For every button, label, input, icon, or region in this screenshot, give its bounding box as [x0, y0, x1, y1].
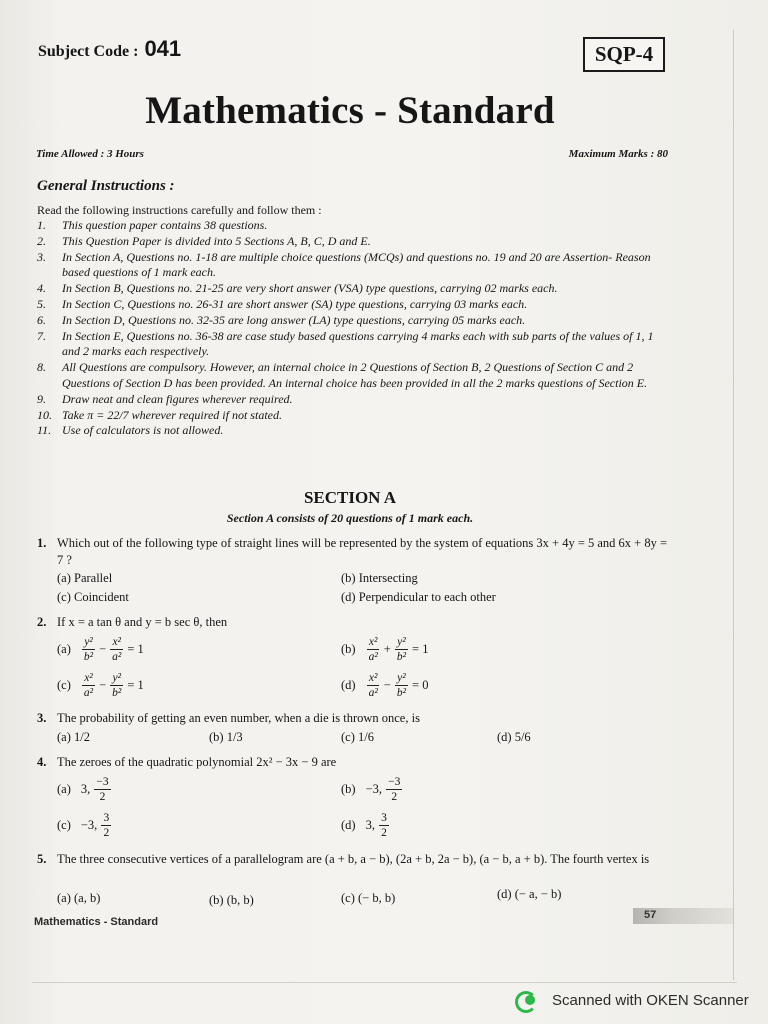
operator: − [383, 678, 391, 692]
equals: = 1 [127, 642, 144, 656]
instruction-item [37, 297, 669, 313]
denominator: 2 [391, 791, 398, 803]
option-c: (c) (− b, b) [341, 891, 396, 905]
fraction [110, 672, 123, 699]
numerator: x² [368, 672, 378, 684]
option-value: 3, [365, 818, 375, 832]
question-number: 2. [37, 615, 47, 629]
question-number: 1. [37, 536, 47, 550]
numerator: x² [368, 636, 378, 648]
numerator: y² [397, 636, 406, 648]
instruction-text: Draw neat and clean figures wherever required. [62, 391, 293, 406]
question-number: 3. [37, 711, 47, 725]
option-label: (b) [341, 782, 356, 796]
page-title: Mathematics - Standard [145, 89, 555, 132]
question-3 [37, 710, 669, 727]
instruction-text: This Question Paper is divided into 5 Sections A, B, C, D and E. [62, 233, 371, 248]
option-value: −3, [80, 818, 98, 832]
numerator: x² [112, 636, 122, 648]
instruction-number: 3. [37, 249, 46, 264]
question-text: Which out of the following type of straight lines will be represented by the system of equations 3x + 4y = 5 and 6x + 8y = 7 ? [57, 536, 668, 567]
numerator: −3 [388, 776, 401, 788]
instruction-item [37, 281, 669, 297]
operator: + [383, 642, 391, 656]
instructions-intro: Read the following instructions carefully and follow them : [37, 203, 322, 217]
paper-badge: SQP-4 [583, 37, 665, 72]
subject-code-value: 041 [144, 36, 182, 61]
instruction-text: Use of calculators is not allowed. [62, 423, 224, 438]
option-b: (b) (b, b) [209, 893, 254, 907]
fraction [101, 812, 111, 839]
equals: = 1 [412, 642, 429, 656]
denominator: b² [112, 687, 122, 699]
section-subtitle: Section A consists of 20 questions of 1 mark each. [226, 511, 474, 525]
instruction-item [37, 408, 669, 424]
option-value: −3, [365, 782, 383, 796]
option-c [57, 672, 147, 699]
fraction [379, 812, 389, 839]
question-text: The zeroes of the quadratic polynomial 2x² − 3x − 9 are [57, 755, 337, 769]
question-text: The three consecutive vertices of a parallelogram are (a + b, a − b), (2a + b, 2a − b), (a − b, a + b). The fourth vertex is [57, 852, 650, 866]
instruction-number: 6. [37, 312, 46, 327]
instruction-item [37, 250, 669, 282]
fraction [110, 636, 123, 663]
instruction-number: 8. [37, 360, 46, 375]
operator: − [99, 642, 107, 656]
option-c: (c) Coincident [57, 590, 129, 604]
question-text: The probability of getting an even number, when a die is thrown once, is [57, 711, 420, 725]
option-a: (a) 1/2 [57, 730, 90, 744]
option-label: (d) [341, 678, 356, 692]
equals: = 1 [127, 678, 144, 692]
instruction-number: 4. [37, 281, 46, 296]
fraction [395, 672, 408, 699]
instruction-text: In Section E, Questions no. 36-38 are case study based questions carrying 4 marks each with sub parts of the values of 1, 1 and 2 marks each respectively. [62, 328, 654, 359]
option-b [341, 636, 431, 663]
numerator: 3 [381, 812, 387, 824]
scanner-watermark [515, 990, 749, 1010]
denominator: b² [396, 651, 407, 663]
option-a [57, 776, 112, 803]
instruction-text: In Section B, Questions no. 21-25 are very short answer (VSA) type questions, carrying 02 marks each. [62, 281, 558, 296]
option-label: (a) [57, 782, 71, 796]
option-d [341, 812, 390, 839]
instruction-item [37, 392, 669, 408]
option-label: (c) [57, 818, 71, 832]
denominator: a² [368, 651, 378, 663]
denominator: a² [368, 687, 378, 699]
equals: = 0 [412, 678, 429, 692]
scanner-text: Scanned with OKEN Scanner [552, 991, 749, 1009]
denominator: b² [83, 651, 94, 663]
time-allowed: Time Allowed : 3 Hours [36, 148, 144, 160]
numerator: 3 [103, 812, 110, 824]
maximum-marks: Maximum Marks : 80 [568, 148, 668, 160]
option-a [57, 636, 147, 663]
option-d [341, 672, 431, 699]
numerator: −3 [96, 776, 109, 788]
option-a: (a) (a, b) [57, 891, 101, 905]
option-label: (a) [57, 642, 71, 656]
option-a: (a) Parallel [57, 571, 113, 585]
option-b [341, 776, 403, 803]
instruction-text: In Section A, Questions no. 1-18 are multiple choice questions (MCQs) and questions no. 19 and 20 are Assertion- Reason based questions of 1 mark each. [62, 249, 651, 280]
option-label: (d) [341, 818, 356, 832]
denominator: a² [112, 651, 122, 663]
instruction-text: Take π = 22/7 wherever required if not stated. [62, 407, 282, 422]
option-d: (d) 5/6 [497, 730, 531, 744]
question-4 [37, 754, 669, 771]
instruction-number: 11. [37, 423, 52, 438]
question-text: If x = a tan θ and y = b sec θ, then [57, 615, 228, 629]
question-number: 5. [37, 852, 47, 866]
numerator: x² [84, 672, 93, 684]
question-5 [37, 851, 669, 868]
subject-label: Subject Code : [38, 43, 139, 60]
option-label: (c) [57, 678, 71, 692]
fraction [367, 672, 380, 699]
option-c: (c) 1/6 [341, 730, 374, 744]
instruction-item [37, 329, 669, 361]
section-title: SECTION A [303, 488, 397, 507]
option-d: (d) Perpendicular to each other [341, 590, 496, 604]
instruction-number: 5. [37, 296, 46, 311]
instructions-list [37, 218, 669, 439]
fraction [82, 636, 95, 663]
option-label: (b) [341, 642, 356, 656]
instruction-text: This question paper contains 38 questions. [62, 218, 268, 232]
fraction [82, 672, 95, 699]
option-b: (b) 1/3 [209, 730, 243, 744]
instruction-number: 10. [37, 407, 52, 422]
instruction-number: 2. [37, 233, 46, 248]
instruction-number: 9. [37, 391, 46, 406]
fraction [94, 776, 110, 803]
instruction-item [37, 234, 669, 250]
denominator: 2 [103, 827, 110, 839]
instructions-heading: General Instructions : [37, 178, 175, 194]
instruction-text: In Section C, Questions no. 26-31 are short answer (SA) type questions, carrying 03 marks each. [62, 296, 528, 311]
subject-code [38, 36, 181, 62]
option-b: (b) Intersecting [341, 571, 418, 585]
option-c [57, 812, 112, 839]
denominator: 2 [381, 827, 387, 839]
denominator: a² [83, 687, 94, 699]
denominator: 2 [99, 791, 106, 803]
numerator: y² [397, 672, 406, 684]
question-1 [37, 535, 669, 569]
numerator: y² [84, 636, 93, 648]
instruction-item [37, 360, 669, 392]
instruction-number: 1. [37, 218, 46, 232]
page-bottom-line [32, 982, 737, 983]
question-2 [37, 614, 669, 631]
fraction [367, 636, 380, 663]
fraction [386, 776, 402, 803]
book-title-footer: Mathematics - Standard [34, 916, 159, 928]
instruction-item [37, 313, 669, 329]
instruction-text: All Questions are compulsory. However, an internal choice in 2 Questions of Section B, 2 Questions of Section C and 2 Questions of Section D has been provided. An internal choice has been provided in all the 2 marks questions of Section E. [62, 360, 648, 390]
instruction-item [37, 423, 669, 439]
numerator: y² [112, 672, 122, 684]
operator: − [99, 678, 107, 692]
page-number: 57 [644, 909, 657, 921]
option-value: 3, [80, 782, 91, 796]
option-d: (d) (− a, − b) [497, 887, 562, 901]
denominator: b² [396, 687, 407, 699]
instruction-number: 7. [37, 328, 46, 343]
question-number: 4. [37, 755, 47, 769]
instruction-item [37, 218, 669, 234]
page-edge-line [733, 30, 734, 980]
instruction-text: In Section D, Questions no. 32-35 are long answer (LA) type questions, carrying 05 marks each. [62, 312, 526, 327]
oken-logo-icon [515, 990, 543, 1010]
fraction [395, 636, 408, 663]
